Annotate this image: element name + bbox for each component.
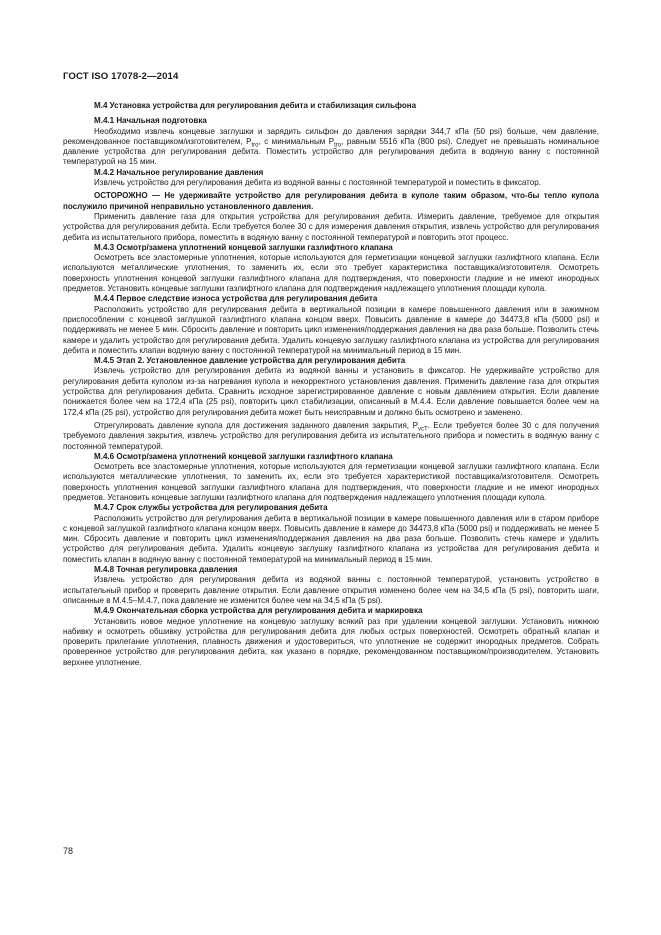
subsection-title-m48: М.4.8 Точная регулировка давления <box>94 565 238 575</box>
subsection-title-m44: М.4.4 Первое следствие износа устройства для регулирования дебита <box>94 294 378 304</box>
paragraph-m49: Установить новое медное уплотнение на концевую заглушку всякий раз при удалении концевой заглушки. Установить нижнюю набивку и осмотреть обшивку устройства для регулирования дебита для любых острых поверхностей. Осмотреть обратный клапан и проверить прилегание уплотнения, плавность движения и удостовериться, что уплотнение не содержит инородных предметов. Собрать проверенное устройство для регулирования дебита, как указано в порядке, рекомендованном поставщиком/производителем. Установить верхнее уплотнение. <box>63 616 599 667</box>
paragraph-m45-1: Извлечь устройство для регулирования дебита из водяной ванны и установить в фиксатор. Не удерживайте устройство для регулирования дебита куполом из-за нагревания купола и некорректного установления давления. Применить давление газа для открытия устройства для регулирования дебита. Сравнить исходное зарегистрированное давление с новым давлением открытия. Если давление понижается более чем на 172,4 кПа (25 psi), повторить цикл стабилизации, описанный в М.4.4. Если давление повышается более чем на 172,4 кПа (25 psi), устройство для регулирования дебита может быть неисправным и должно быть осмотрено и заменено. <box>63 366 599 417</box>
paragraph-m43: Осмотреть все эластомерные уплотнения, которые используются для герметизации концевой заглушки газлифтного клапана. Если используются металлические уплотнения, то заменить их, если это требует характеристика поставщика/изготовителя. Осмотреть поверхность уплотнения концевой заглушки газлифтного клапана для подтверждения, что поверхности гладкие и не имеют инородных предметов. Установить концевые заглушки газлифтного клапана для подтверждения надлежащего уплотнения площади купола. <box>63 253 599 294</box>
document-body <box>63 101 599 668</box>
paragraph-m41: Необходимо извлечь концевые заглушки и зарядить сильфон до давления зарядки 344,7 кПа (50 psi) больше, чем давление, рекомендованное поставщиком/изготовителем, $P_{tro}$, с минимальным $P_{tro}$, равным 5516 кПа (800 psi). Следует не превышать номинальное давление устройства для регулирования дебита. Поместить устройство для регулирования дебита в водяную ванну с постоянной температурой на 15 мин. <box>63 126 599 167</box>
warning-text: ОСТОРОЖНО — Не удерживайте устройство для регулирования дебита в куполе таким образом, что-бы тепло купола послужило причиной неправильно установленного давления. <box>63 191 599 211</box>
subsection-title-m42: М.4.2 Начальное регулирование давления <box>94 167 264 177</box>
subsection-title-m41: М.4.1 Начальная подготовка <box>94 116 207 126</box>
paragraph-m42-2: Применить давление газа для открытия устройства для регулирования дебита. Измерить давление, требуемое для открытия устройства для регулирования дебита. Если требуется более 30 с для измерения давления открытия, извлечь устройство для регулирования дебита из испытательного прибора, поместить в водяную ванну с постоянной температурой и повторить этот процесс. <box>63 211 599 242</box>
paragraph-m48: Извлечь устройство для регулирования дебита из водяной ванны с постоянной температурой, установить устройство в испытательный прибор и проверить давление открытия. Если давление открытия изменено более чем на 34,5 кПа (5 psi), повторить шаги, описанные в М.4.5–М.4.7, пока давление не изменится более чем на 34,5 кПа (5 psi). <box>63 575 599 605</box>
section-title: М.4 Установка устройства для регулирования дебита и стабилизация сильфона <box>94 101 417 110</box>
subsection-title-m43: М.4.3 Осмотр/замена уплотнений концевой заглушки газлифтного клапана <box>94 242 393 252</box>
paragraph-m42-1: Извлечь устройство для регулирования дебита из водяной ванны с постоянной температурой и поместить в фиксатор. <box>94 178 541 188</box>
subsection-title-m47: М.4.7 Срок службы устройства для регулирования дебита <box>94 503 328 513</box>
paragraph-m46: Осмотреть все эластомерные уплотнения, которые используются для герметизации концевой заглушки газлифтного клапана. Если используются металлические уплотнения, то заменить их, если это требуется характеристикой поставщика/изготовителя. Осмотреть поверхность уплотнения концевой заглушки газлифтного клапана для подтверждения, что поверхности гладкие и не имеют инородных предметов. Установить концевые заглушки газлифтного клапана для подтверждения надлежащего уплотнения площади купола. <box>63 462 599 502</box>
paragraph-m45-2: Отрегулировать давление купола для достижения заданного давления закрытия, $P_{vcT}$. Если требуется более 30 с для получения требуемого давления закрытия, извлечь устройство для регулирования дебита из испытательного прибора и поместить в водяную ванну с постоянной температурой. <box>63 420 599 451</box>
paragraph-m44: Расположить устройство для регулирования дебита в вертикальной позиции в камере повышенного давления или в зажимном приспособлении с концевой заглушкой газлифтного клапана концом вверх. Повысить давление в камере до 34473,8 кПа (5000 psi) и поддерживать не менее 5 мин. Сбросить давление и повторить цикл изменения/поддержания давления на два раза больше. Позволить стечь камере и удалить устройство для регулирования дебита. Удалить концевую заглушку газлифтного клапана из устройства для регулирования дебита и поместить клапан водяную ванну с постоянной температурой на минимальный период в 15 мин. <box>63 304 599 355</box>
page-number: 78 <box>63 846 74 856</box>
subsection-title-m45: М.4.5 Этап 2. Установленное давление устройства для регулирования дебита <box>94 356 406 366</box>
subsection-title-m49: М.4.9 Окончательная сборка устройства для регулирования дебита и маркировка <box>94 606 423 616</box>
page-header: ГОСТ ISO 17078-2—2014 <box>63 71 179 82</box>
subsection-title-m46: М.4.6 Осмотр/замена уплотнений концевой заглушки газлифтного клапана <box>94 451 393 461</box>
paragraph-m47: Расположить устройство для регулирования дебита в вертикальной позиции в камере повышенного давления или в старом приборе с концевой заглушкой газлифтного клапана концом вверх. Повысить давление в камере до 34473,8 кПа (5000 psi) и поддерживать не менее 5 мин. Сбросить давление и повторить цикл изменения/поддержания давления на два раза больше. Позволить стечь камере и удалить устройство для регулирования дебита. Удалить концевую заглушку газлифтного клапана из устройства для регулирования дебита и поместить клапан в водяную ванну с постоянной температурой на минимальный период в 15 мин. <box>63 513 599 564</box>
